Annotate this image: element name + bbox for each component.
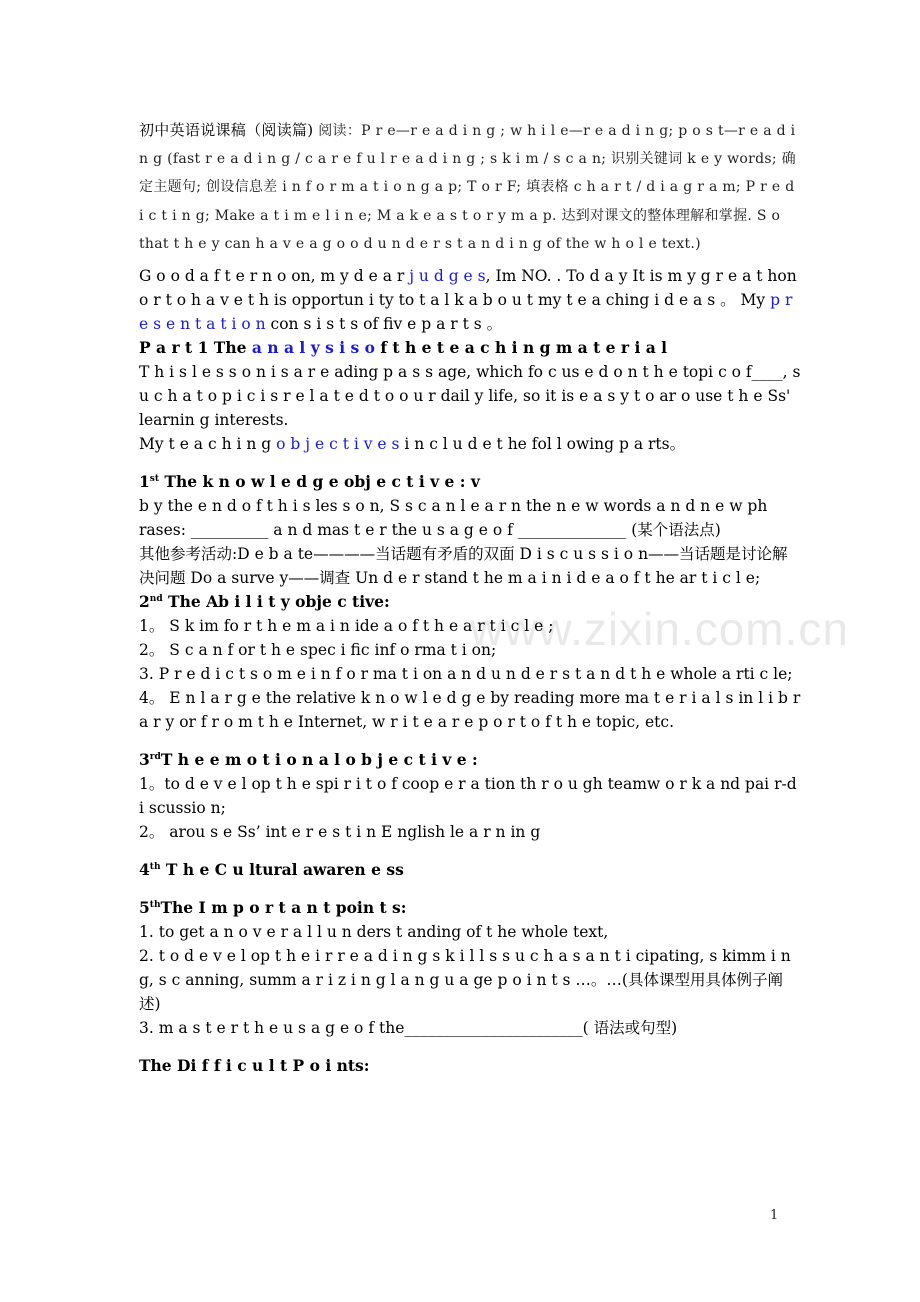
important-sup: th [149,900,161,911]
page-number: 1 [770,1208,779,1223]
greeting-text-3: con s i s t s of fiv e p a r t s 。 [265,315,503,334]
cultural-num: 4 [139,860,150,880]
analysis-link: a n a l y s i s o [251,338,375,358]
ability-sup: nd [149,594,163,605]
ability-item: 2。 S c a n f or t h e spec i fic inf o rma t i on; [139,641,497,660]
intro-text: 阅读：P r e—r e a d i n g ; w h i l e—r e a d i n g; p o s t—r e a d i n g (fast r e a d i n g / c a r e f u l r e a d i n g ; s k i m / s c a n; 识别关键词 k e y words; 确定主题句; 创设信息差 i n f o r m a t i o n g a p; T o r F; 填表格 c h a r t / d i a g r a m; P r e d i c t i n g; Make a t i m e l i n e; M a k e a s t o r y m a p. 达到对课文的整体理解和掌握. S o that t h e y can h a v e a g o o d u n d e r s t a n d i n g of the w h o l e text.) [139,123,796,252]
objectives-line-a: My t e a c h i n g [139,435,277,454]
ability-heading [139,590,803,614]
emotional-num: 3 [139,750,150,770]
important-heading-text: The I m p o r t a n t poin t s: [160,898,407,918]
knowledge-num: 1 [139,472,150,492]
cultural-sup: th [149,862,161,873]
important-num: 5 [139,898,150,918]
important-item: 1. to get a n o v e r a l l u n ders t anding of t he whole text, [139,923,609,942]
ability-item: 4。 E n l a r g e the relative k n o w l e d g e by reading more ma t e r i a l s in l i b r a r y or f r o m t h e Internet, w r i t e a r e p o r t o f t h e topic, etc. [139,689,801,732]
lesson-paragraph: T h i s l e s s o n i s a r e ading p a s s age, which fo c us e d o n t h e topi c o f____, s u c h a t o p i c i s r e l a t e d t o o u r dail y life, so it is e a s y t o ar o use t h e Ss' learnin g interests. [139,363,801,430]
watermark: www.zixin.com.cn [470,603,849,655]
cultural-heading [139,858,803,882]
presentation-link: p r e s e n t a t i o n [139,291,793,334]
objectives-line [139,432,803,456]
document-title: 初中英语说课稿（阅读篇) [139,121,314,139]
ability-heading-text: The Ab i l i t y obje c tive: [162,592,390,612]
ability-item: 1。 S k im fo r t h e m a i n ide a o f t h e a r t i c l e ; [139,617,554,636]
greeting-paragraph [139,264,803,336]
part1-heading [139,336,803,360]
part1-heading-a: P a r t 1 The [139,338,252,358]
cultural-heading-text: T h e C u ltural awaren e ss [160,860,404,880]
knowledge-sup: st [149,474,160,485]
knowledge-heading-text: The k n o w l e d g e obj e c t i v e : v [159,472,480,492]
greeting-text-2: , Im NO. . To d a y It is m y g r e a t hon o r t o h a v e t h is opportun i ty to t a l k a b o u t my t e a ching i d e a s 。 My [139,267,797,310]
emotional-item: 2。 arou s e Ss’ int e r e s t i n E nglish le a r n in g [139,823,541,842]
ability-num: 2 [139,592,150,612]
important-item: 2. t o d e v e l op t h e i r r e a d i n g s k i l l s s u c h a s a n t i cipating, s kimm i n g, s c anning, summ a r i z i n g l a n g u a ge p o i n t s …。…(具体课型用具体例子阐述) [139,947,791,1014]
emotional-item: 1。to d e v e l op t h e spi r i t o f coop e r a tion th r o u gh teamw o r k a nd pai r-d i scussio n; [139,775,797,818]
knowledge-body: b y the e n d o f t h i s les s o n, S s c a n l e a r n the n e w words a n d n e w ph rases: __________ a n d mas t e r the u s a g e o f ______________ (某个语法点) [139,497,768,540]
difficult-heading: The Di f f i c u l t P o i nts: [139,1056,370,1076]
document-page [139,116,803,1078]
greeting-text: G o o d a f t e r n o on, m y d e a r [139,267,410,286]
emotional-heading [139,748,803,772]
objectives-line-b: i n c l u d e t he fol l owing p a rts。 [399,435,686,454]
emotional-heading-text: T h e e m o t i o n a l o b j e c t i v e : [160,750,478,770]
intro-paragraph [139,116,803,258]
knowledge-other: 其他参考活动:D e b a te————当话题有矛盾的双面 D i s c u s s i o n——当话题是讨论解决问题 Do a surve y——调查 Un d e r stand t he m a i n i d e a o f t he ar t i c l e; [139,545,788,588]
emotional-sup: rd [149,752,161,763]
important-heading [139,896,803,920]
ability-item: 3. P r e d i c t s o m e i n f o r ma t i on a n d u n d e r s t a n d t h e whole a rti c le; [139,665,793,684]
part1-heading-b: f t h e t e a c h i n g m a t e r i a l [374,338,668,358]
important-item: 3. m a s t e r t h e u s a g e o f the_______________________( 语法或句型) [139,1019,678,1038]
judges-link: j u d g e s [409,267,486,286]
objectives-link: o b j e c t i v e s [276,435,400,454]
knowledge-heading [139,470,803,494]
